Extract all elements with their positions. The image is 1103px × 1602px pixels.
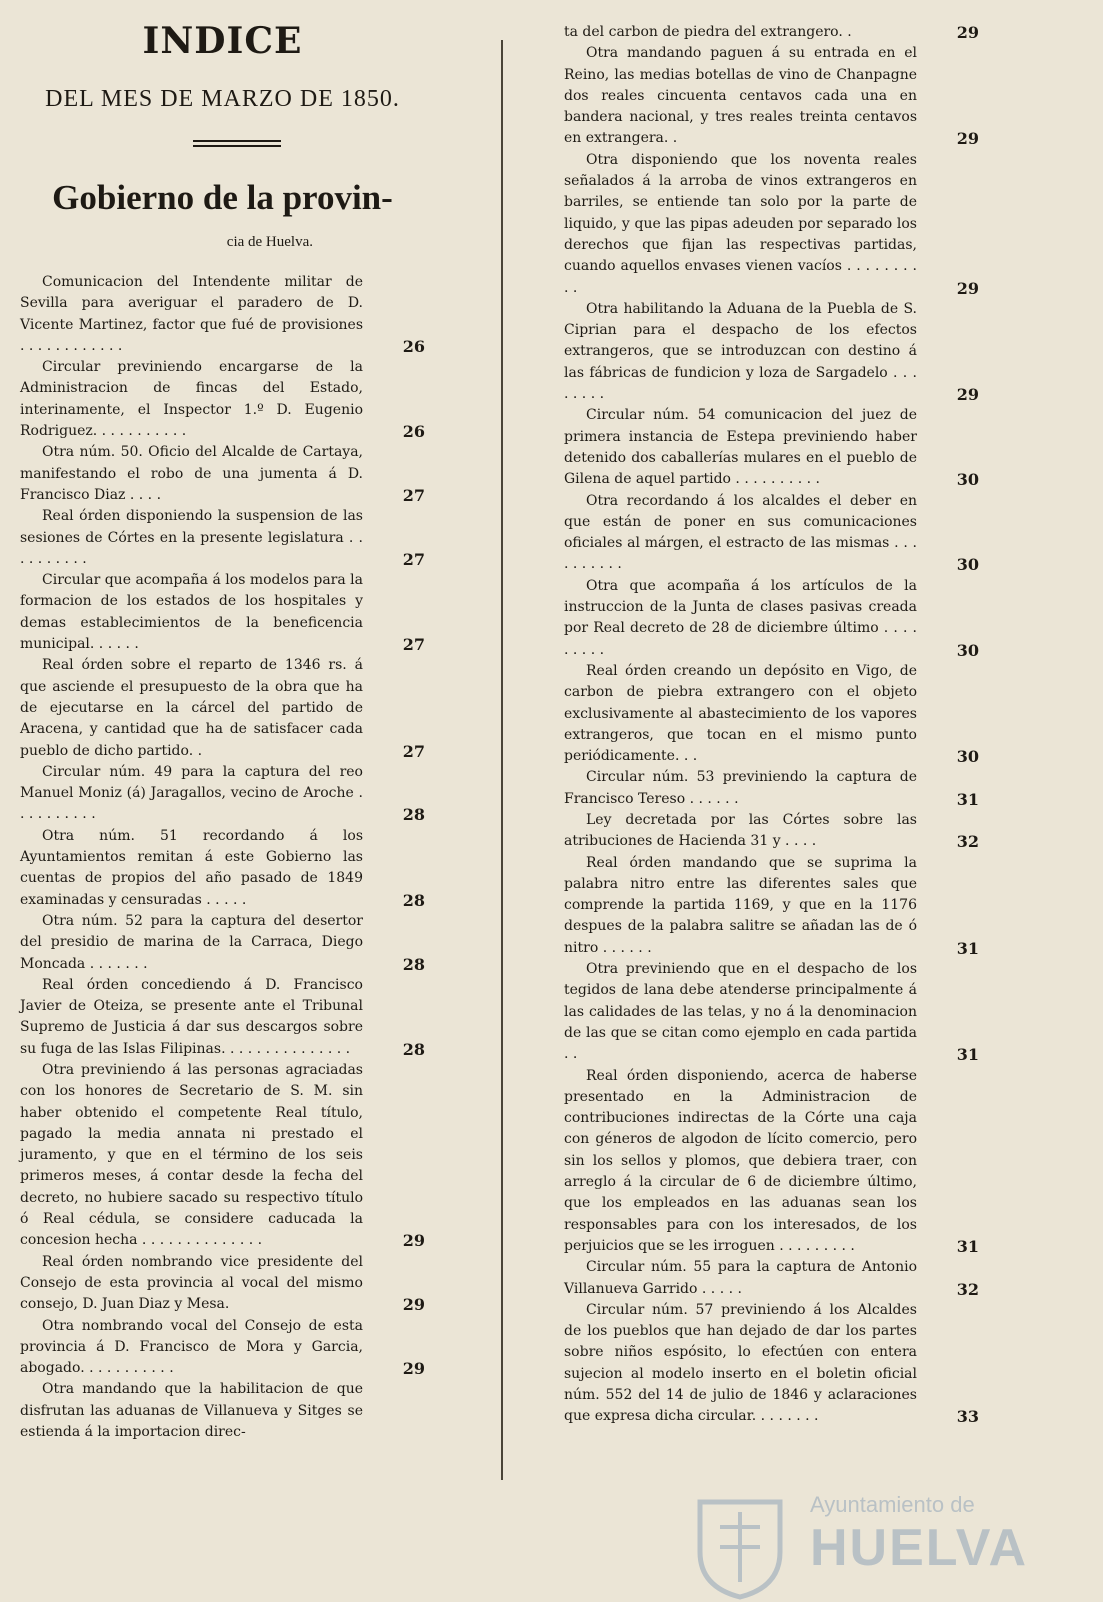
entry-text: Otra que acompaña á los artículos de la instruccion de la Junta de clases pasivas creada por Real decreto de 28 de diciembre último . . . . . . . . . <box>564 577 917 658</box>
entry-page-number: 30 <box>956 555 979 575</box>
entry-page-number: 26 <box>402 336 425 356</box>
index-entry <box>564 43 979 149</box>
entry-page-number: 28 <box>402 890 425 910</box>
index-entry <box>20 506 425 570</box>
entry-text: Real órden disponiendo la suspension de las sesiones de Córtes en la presente legislatura . . . . . . . . . . <box>20 508 363 567</box>
entry-page-number: 31 <box>956 938 979 958</box>
index-entry <box>20 272 425 357</box>
entry-text: Otra disponiendo que los noventa reales señalados á la arroba de vinos extrangeros en barriles, se entiende tan solo por la parte de liquido, y que las pipas adeuden por separado los derechos que fijan las respectivas partidas, cuando aquellos envases vienen vacíos . . . . . . . . . . <box>564 151 917 296</box>
entry-text: Circular núm. 57 previniendo á los Alcaldes de los pueblos que han dejado de dar los partes sobre niños espósito, lo efectúen con entera sujecion al modelo inserto en el boletin oficial núm. 552 del 14 de julio de 1846 y aclaraciones que expresa dicha circular. . . . . . . . <box>564 1301 917 1425</box>
entry-page-number: 32 <box>956 832 979 852</box>
entry-page-number: 29 <box>402 1295 425 1315</box>
entry-text: Otra previniendo que en el despacho de los tegidos de lana debe atenderse principalmente á las calidades de las telas, y no á la denominacion de las que se citan como ejemplo en cada partida . . <box>564 961 917 1063</box>
entry-text: Otra núm. 51 recordando á los Ayuntamientos remitan á este Gobierno las cuentas de propios del año pasado de 1849 examinadas y censuradas . . . . . <box>20 827 363 908</box>
entry-page-number: 27 <box>402 485 425 505</box>
watermark <box>810 1492 1029 1582</box>
entry-page-number: 30 <box>956 747 979 767</box>
index-entry <box>564 22 979 43</box>
section-subtitle: cia de Huelva. <box>226 234 313 250</box>
entry-page-number: 27 <box>402 741 425 761</box>
index-entry <box>20 357 425 442</box>
entry-page-number: 33 <box>956 1407 979 1427</box>
entry-text: Real órden concediendo á D. Francisco Javier de Oteiza, se presente ante el Tribunal Supremo de Justicia á dar sus descargos sobre su fuga de las Islas Filipinas. . . . . . . . . . . . . . . <box>20 976 363 1057</box>
entry-text: ta del carbon de piedra del extrangero. . <box>564 24 852 40</box>
index-entry <box>20 570 425 655</box>
index-entry <box>564 1257 979 1300</box>
index-entry <box>564 959 979 1065</box>
watermark-line2: HUELVA <box>810 1519 1029 1577</box>
entry-page-number: 31 <box>956 789 979 809</box>
index-entry <box>564 853 979 959</box>
index-entry <box>20 1379 425 1443</box>
entry-text: Circular que acompaña á los modelos para la formacion de los estados de los hospitales y demas establecimientos de la beneficencia municipal. . . . . . <box>20 572 363 653</box>
entry-text: Real órden disponiendo, acerca de haberse presentado en la Administracion de contribuciones indirectas de la Córte una caja con géneros de algodon de lícito comercio, pero sin los sellos y plomos, que debiera traer, con arreglo á la circular de 6 de diciembre último, que los empleados en las aduanas sean los responsables para con los interesados, de los perjuicios que se les irroguen . . . . . . . . . <box>564 1067 917 1254</box>
entry-page-number: 29 <box>956 129 979 149</box>
entry-text: Real órden nombrando vice presidente del Consejo de esta provincia al vocal del mismo consejo, D. Juan Diaz y Mesa. <box>20 1253 363 1313</box>
page-title: INDICE <box>142 20 303 62</box>
entry-page-number: 28 <box>402 1039 425 1059</box>
index-entry <box>564 491 979 576</box>
entry-text: Real órden creando un depósito en Vigo, de carbon de piebra extrangero con el objeto exclusivamente al abastecimiento de los vapores extrangeros, que tocan en el mismo punto periódicamente. . . <box>564 662 917 765</box>
entry-page-number: 30 <box>956 470 979 490</box>
entry-text: Comunicacion del Intendente militar de Sevilla para averiguar el paradero de D. Vicente Martinez, factor que fué de provisiones . . . . . . . . . . . . <box>20 274 363 354</box>
entry-page-number: 26 <box>402 422 425 442</box>
entry-page-number: 28 <box>402 805 425 825</box>
entry-text: Ley decretada por las Córtes sobre las atribuciones de Hacienda 31 y . . . . <box>564 811 917 850</box>
entry-text: Otra núm. 52 para la captura del desertor del presidio de marina de la Carraca, Diego Moncada . . . . . . . <box>20 912 363 972</box>
index-entry <box>564 661 979 767</box>
entry-page-number: 31 <box>956 1236 979 1256</box>
entry-text: Circular previniendo encargarse de la Administracion de fincas del Estado, interinamente, el Inspector 1.º D. Eugenio Rodriguez. . . . . . . . . . . <box>20 359 363 440</box>
index-entry <box>564 767 979 810</box>
entry-text: Otra mandando que la habilitacion de que disfrutan las aduanas de Villanueva y Sitges se estienda á la importacion direc- <box>20 1381 363 1441</box>
entry-page-number: 32 <box>956 1279 979 1299</box>
entry-text: Real órden mandando que se suprima la palabra nitro entre las diferentes sales que comprende la partida 1169, y que en la 1176 despues de la palabra salitre se añadan las de ó nitro . . . . . . <box>564 854 917 956</box>
index-entry <box>20 442 425 506</box>
index-entry <box>20 655 425 761</box>
column-divider <box>501 40 503 1480</box>
page-subtitle: DEL MES DE MARZO DE 1850. <box>45 86 400 112</box>
entry-text: Otra recordando á los alcaldes el deber en que están de poner en sus comunicaciones oficiales al márgen, el estracto de las mismas . . . . . . . . . . <box>564 492 917 573</box>
index-entry <box>564 576 979 661</box>
entry-text: Real órden sobre el reparto de 1346 rs. á que asciende el presupuesto de la obra que ha de ejecutarse en la cárcel del partido de Aracena, y cantidad que ha de satisfacer cada pueblo de dicho partido. . <box>20 657 363 759</box>
entry-page-number: 29 <box>956 278 979 298</box>
watermark-line1: Ayuntamiento de <box>810 1492 975 1517</box>
index-entry <box>564 299 979 405</box>
right-entry-list <box>564 22 979 1428</box>
index-entry <box>564 150 979 299</box>
entry-text: Circular núm. 54 comunicacion del juez de primera instancia de Estepa previniendo haber detenido dos caballerías mulares en el pueblo de Gilena de aquel partido . . . . . . . . . . <box>564 407 917 488</box>
title-rule <box>193 140 281 147</box>
entry-text: Otra previniendo á las personas agraciadas con los honores de Secretario de S. M. sin haber obtenido el competente Real título, pagado la media annata ni prestado el juramento, y que en el término de los seis primeros meses, á contar desde la fecha del decreto, no hubiere sacado su respectivo título ó Real cédula, se considere caducada la concesion hecha . . . . . . . . . . . . . . <box>20 1061 363 1249</box>
entry-text: Otra nombrando vocal del Consejo de esta provincia á D. Francisco de Mora y Garcia, abogado. . . . . . . . . . . <box>20 1317 363 1377</box>
index-entry <box>20 1316 425 1380</box>
index-entry <box>564 1066 979 1258</box>
index-entry <box>20 762 425 826</box>
entry-page-number: 27 <box>402 635 425 655</box>
entry-page-number: 30 <box>956 640 979 660</box>
index-entry <box>20 911 425 975</box>
coat-of-arms-icon <box>690 1492 790 1602</box>
index-entry <box>564 810 979 853</box>
left-entry-list <box>20 272 425 1443</box>
index-entry <box>20 975 425 1060</box>
entry-page-number: 29 <box>402 1231 425 1251</box>
section-title: Gobierno de la provin- <box>52 178 393 217</box>
entry-text: Circular núm. 55 para la captura de Antonio Villanueva Garrido . . . . . <box>564 1259 917 1297</box>
index-entry <box>564 405 979 490</box>
index-entry <box>564 1300 979 1428</box>
entry-page-number: 29 <box>956 385 979 405</box>
index-entry <box>20 1252 425 1316</box>
entry-page-number: 29 <box>956 23 979 42</box>
entry-text: Otra habilitando la Aduana de la Puebla de S. Ciprian para el despacho de los efectos extrangeros, que se introduzcan con destino á las fábricas de fundicion y loza de Sargadelo . . . . . . . . <box>564 300 917 403</box>
entry-page-number: 27 <box>402 549 425 569</box>
entry-text: Otra núm. 50. Oficio del Alcalde de Cartaya, manifestando el robo de una jumenta á D. Francisco Diaz . . . . <box>20 444 363 503</box>
entry-page-number: 31 <box>956 1045 979 1065</box>
entry-text: Circular núm. 49 para la captura del reo Manuel Moniz (á) Jaragallos, vecino de Aroche . . . . . . . . . . <box>20 763 363 823</box>
entry-text: Circular núm. 53 previniendo la captura de Francisco Tereso . . . . . . <box>564 769 917 807</box>
index-entry <box>20 826 425 911</box>
index-entry <box>20 1060 425 1252</box>
entry-text: Otra mandando paguen á su entrada en el Reino, las medias botellas de vino de Chanpagne dos reales cincuenta centavos cada una en bandera nacional, y tres reales treinta centavos en extrangera. . <box>564 45 917 147</box>
entry-page-number: 28 <box>402 954 425 974</box>
entry-page-number: 29 <box>402 1359 425 1379</box>
